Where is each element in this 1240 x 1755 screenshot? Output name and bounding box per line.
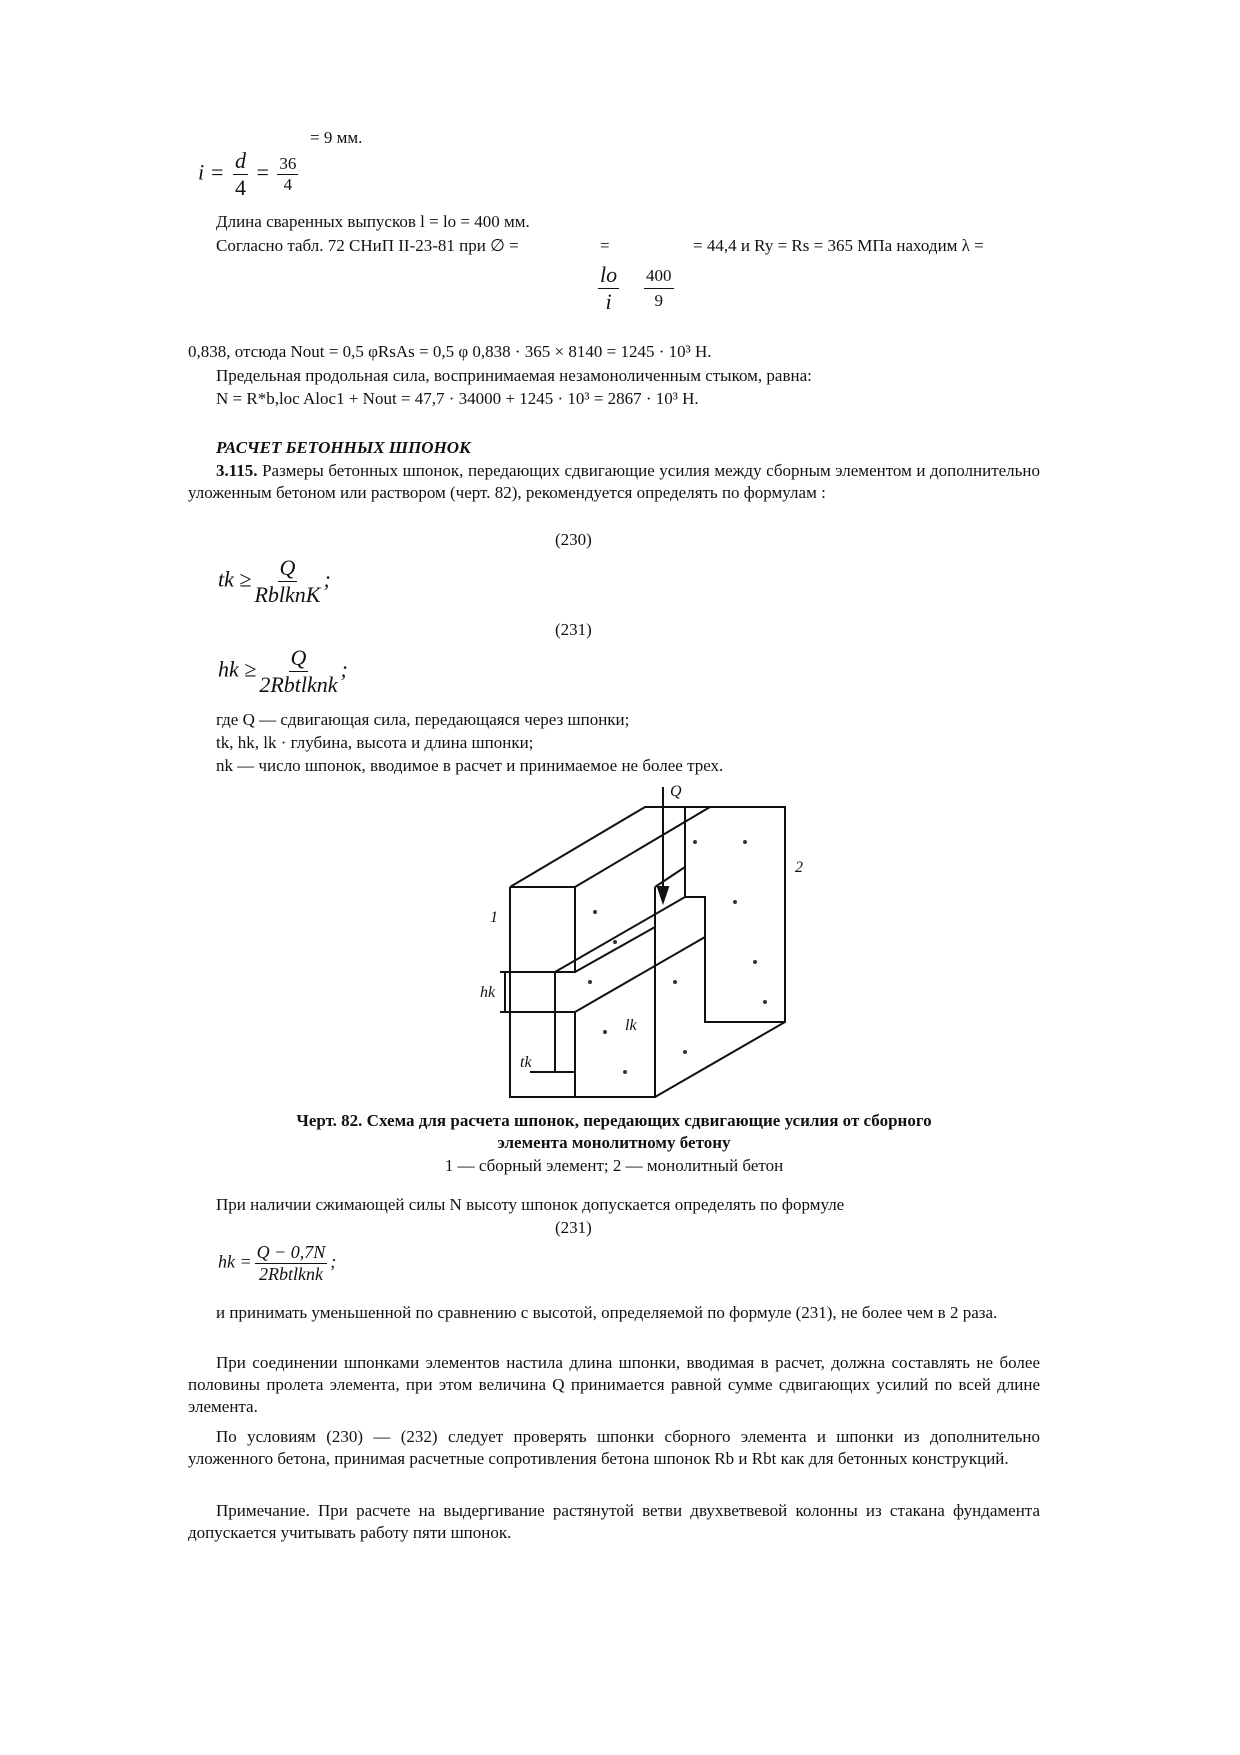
fraction [277,154,298,195]
denominator: RblknK [254,582,321,607]
equation-number: (230) [555,530,592,549]
numerator: 36 [279,154,297,173]
paragraph: Примечание. При расчете на выдергивание растянутой ветви двухветвевой колонны из стакана фундамента допускается учитывать работу пяти шпонок. [188,1501,1040,1542]
text-line: Длина сваренных выпусков l = lo = 400 мм. [216,212,530,231]
concrete-stipple [588,840,767,1074]
definition: где Q — сдвигающая сила, передающаяся через шпонки; [216,710,630,729]
formula-232 [218,1242,336,1285]
denominator: 2Rbtlknk [259,672,338,697]
numerator: 400 [644,264,674,289]
denominator: i [605,289,612,314]
text-line: N = R*b,loc Aloc1 + Nout = 47,7 · 34000 + 1245 · 10³ = 2867 · 10³ Н. [216,389,699,408]
definition: tk, hk, lk · глубина, высота и длина шпонки; [216,733,534,752]
formula-lhs: i = [198,159,225,185]
numerator: lo [600,262,618,287]
label-1: 1 [490,909,498,926]
numerator: Q [290,645,307,670]
eq-result: = 9 мм. [310,128,363,147]
formula-230 [218,555,331,608]
fraction [254,555,320,608]
figure-legend: 1 — сборный элемент; 2 — монолитный бетон [444,1156,784,1175]
figure-caption: элемента монолитному бетону [497,1133,731,1152]
numerator: Q − 0,7N [256,1242,326,1262]
numerator: d [234,148,246,173]
text-line: 0,838, отсюда Nout = 0,5 φRsAs = 0,5 φ 0,838 · 365 × 8140 = 1245 · 10³ Н. [188,342,712,361]
text-line: Предельная продольная сила, воспринимаемая незамоноличенным стыком, равна: [216,366,812,385]
paragraph [188,460,1040,504]
fraction [233,148,248,201]
formula-i [198,148,301,201]
text-line: = 44,4 и Ry = Rs = 365 МПа находим λ = [693,236,984,255]
fraction-lo-i [598,262,619,315]
paragraph: При соединении шпонками элементов настила длина шпонки, вводимая в расчет, должна составлять не более половины пролета элемента, при этом величина Q принимается равной сумме сдвигающих усилий по всей длине элемента. [188,1353,1040,1416]
numerator: Q [279,555,296,580]
label-2: 2 [795,859,803,876]
denominator: 4 [283,175,293,194]
section-heading: РАСЧЕТ БЕТОННЫХ ШПОНОК [216,438,471,457]
label-tk: tk [520,1054,532,1071]
semicolon: ; [323,566,331,592]
text-line: Согласно табл. 72 СНиП II-23-81 при ∅ = [216,236,519,255]
label-hk: hk [480,984,496,1001]
equation-number: (231) [555,1218,592,1237]
precast-element-outline [500,807,785,1097]
fraction [259,645,337,698]
paragraph: и принимать уменьшенной по сравнению с высотой, определяемой по формуле (231), не более чем в 2 раза. [216,1303,998,1322]
figure-caption: Черт. 82. Схема для расчета шпонок, передающих сдвигающие усилия от сборного [296,1111,932,1130]
semicolon: ; [340,656,348,682]
formula-231 [218,645,348,698]
paragraph: По условиям (230) — (232) следует проверять шпонки сборного элемента и шпонки из дополнительно уложенного бетона, принимая расчетные сопротивления бетона шпонок Rb и Rbt как для бетонных конструкций. [188,1427,1040,1468]
label-lk: lk [625,1017,637,1034]
equals: = [256,159,269,185]
shear-key-diagram [445,782,815,1102]
text-line: = [600,236,610,255]
semicolon: ; [330,1251,337,1272]
formula-lhs: hk ≥ [218,656,257,682]
paragraph-text: Размеры бетонных шпонок, передающих сдвигающие усилия между сборным элементом и дополнительно уложенным бетоном или раствором (черт. 82), рекомендуется определять по формулам : [188,461,1041,502]
fraction-400-9 [644,264,674,313]
denominator: 4 [234,175,246,200]
label-q: Q [670,783,682,800]
clause-number: 3.115. [216,461,258,480]
equation-number: (231) [555,620,592,639]
fraction [255,1242,328,1285]
denominator: 2Rbtlknk [258,1264,323,1284]
definition: nk — число шпонок, вводимое в расчет и принимаемое не более трех. [216,756,724,775]
formula-lhs: hk = [218,1251,252,1272]
text-line: При наличии сжимающей силы N высоту шпонок допускается определять по формуле [216,1195,845,1214]
denominator: 9 [654,291,663,310]
formula-lhs: tk ≥ [218,566,252,592]
